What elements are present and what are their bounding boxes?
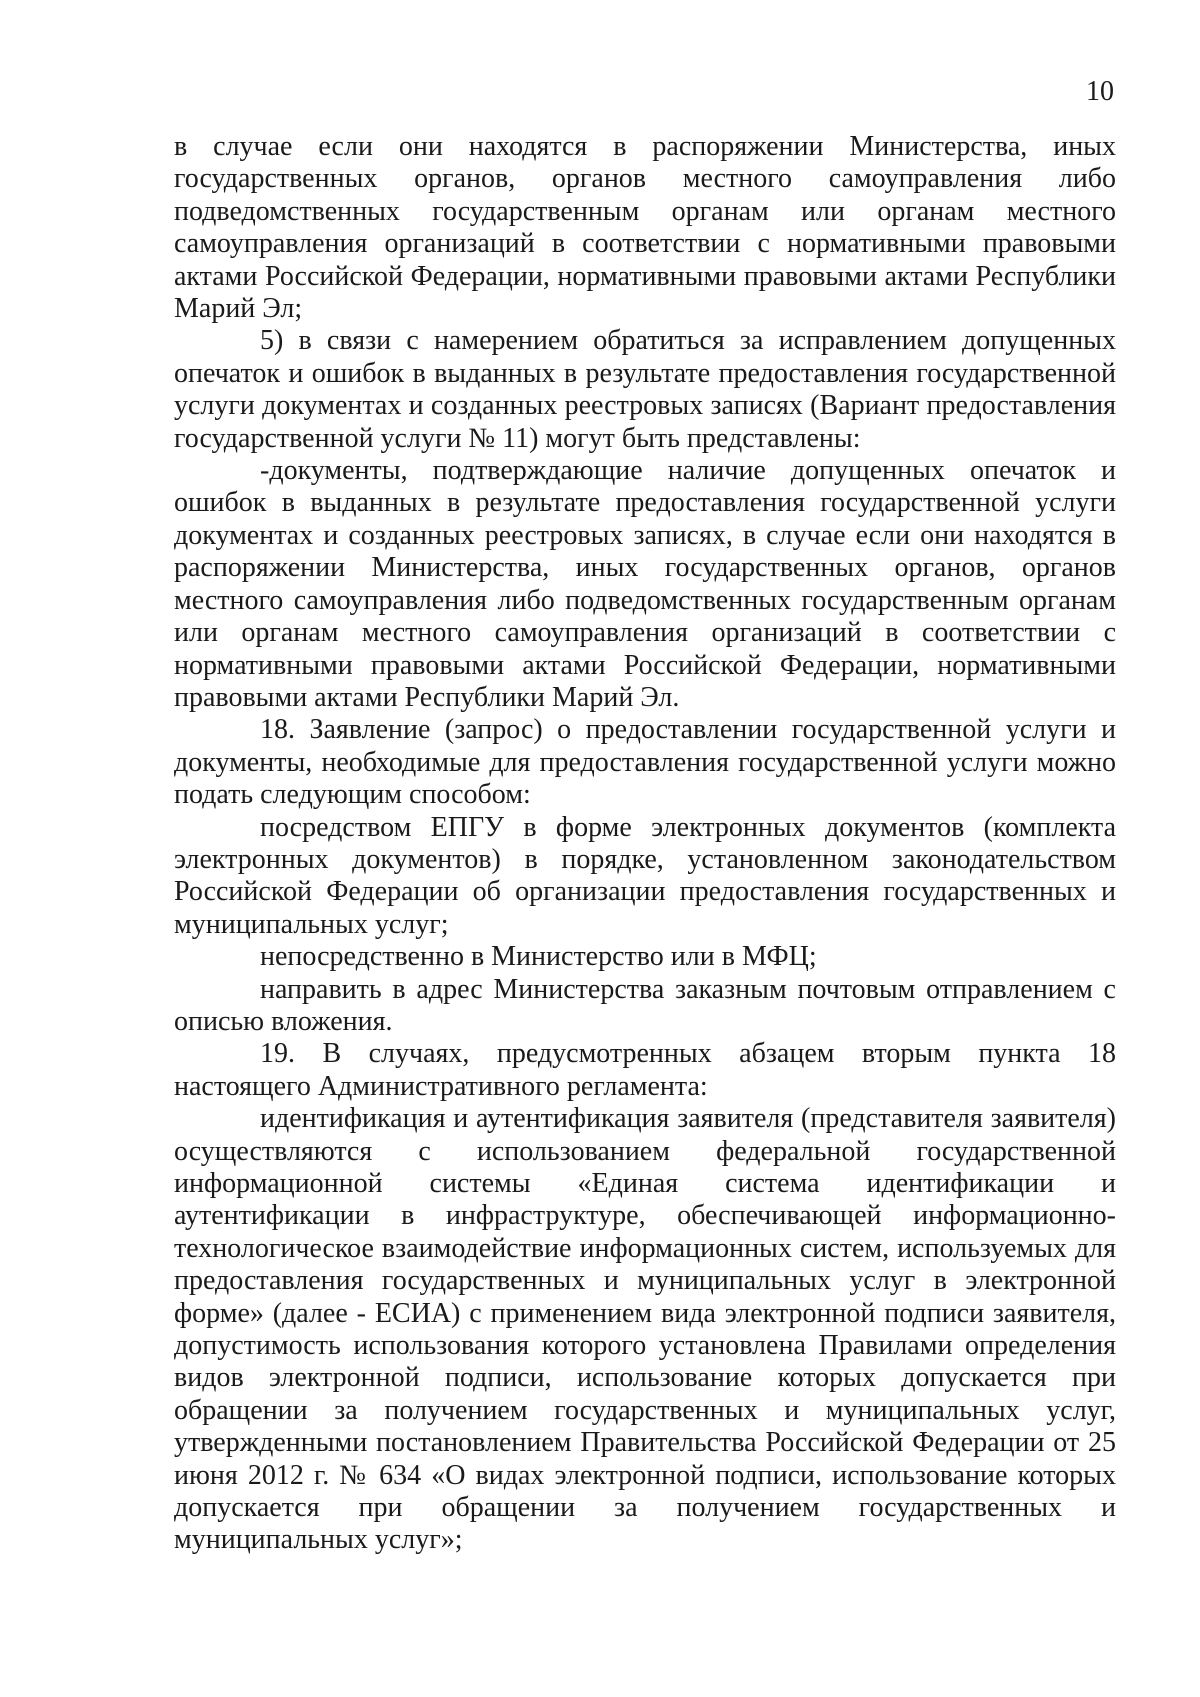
page-number: 10 (1086, 76, 1114, 107)
paragraph-clause-19: 19. В случаях, предусмотренных абзацем вторым пункта 18 настоящего Административного регламента: (174, 1038, 1116, 1102)
paragraph-by-mail: направить в адрес Министерства заказным почтовым отправлением с описью вложения. (174, 973, 1116, 1037)
paragraph-corrections-documents: -документы, подтверждающие наличие допущенных опечаток и ошибок в выданных в результате предоставления государственной услуги документах и созданных реестровых записях, в случае если они находятся в распоряжении Министерства, иных государственных органов, органов местного самоуправления либо подведомственных государственным органам или органам местного самоуправления организаций в соответствии с нормативными правовыми актами Российской Федерации, нормативными правовыми актами Республики Марий Эл. (174, 455, 1116, 713)
paragraph-in-person: непосредственно в Министерство или в МФЦ; (260, 941, 817, 973)
paragraph-identification-esia: идентификация и аутентификация заявителя (представителя заявителя) осуществляются с использованием федеральной государственной информационной системы «Единая система идентификации и аутентификации в инфраструктуре, обеспечивающей информационно-технологическое взаимодействие информационных систем, используемых для предоставления государственных и муниципальных услуг в электронной форме» (далее - ЕСИА) с применением вида электронной подписи заявителя, допустимость использования которого установлена Правилами определения видов электронной подписи, использование которых допускается при обращении за получением государственных и муниципальных услуг, утвержденными постановлением Правительства Российской Федерации от 25 июня 2012 г. № 634 «О видах электронной подписи, использование которых допускается при обращении за получением государственных и муниципальных услуг»; (174, 1103, 1116, 1556)
paragraph-item-5-corrections: 5) в связи с намерением обратиться за исправлением допущенных опечаток и ошибок в выданных в результате предоставления государственной услуги документах и созданных реестровых записях (Вариант предоставления государственной услуги № 11) могут быть представлены: (174, 325, 1116, 454)
paragraph-medicine-docs-continuation: в случае если они находятся в распоряжении Министерства, иных государственных органов, органов местного самоуправления либо подведомственных государственным органам или органам местного самоуправления организаций в соответствии с нормативными правовыми актами Российской Федерации, нормативными правовыми актами Республики Марий Эл; (174, 131, 1116, 325)
paragraph-clause-18: 18. Заявление (запрос) о предоставлении государственной услуги и документы, необходимые для предоставления государственной услуги можно подать следующим способом: (174, 714, 1116, 811)
paragraph-via-epgu: посредством ЕПГУ в форме электронных документов (комплекта электронных документов) в порядке, установленном законодательством Российской Федерации об организации предоставления государственных и муниципальных услуг; (174, 811, 1116, 940)
document-body (174, 131, 1116, 1557)
